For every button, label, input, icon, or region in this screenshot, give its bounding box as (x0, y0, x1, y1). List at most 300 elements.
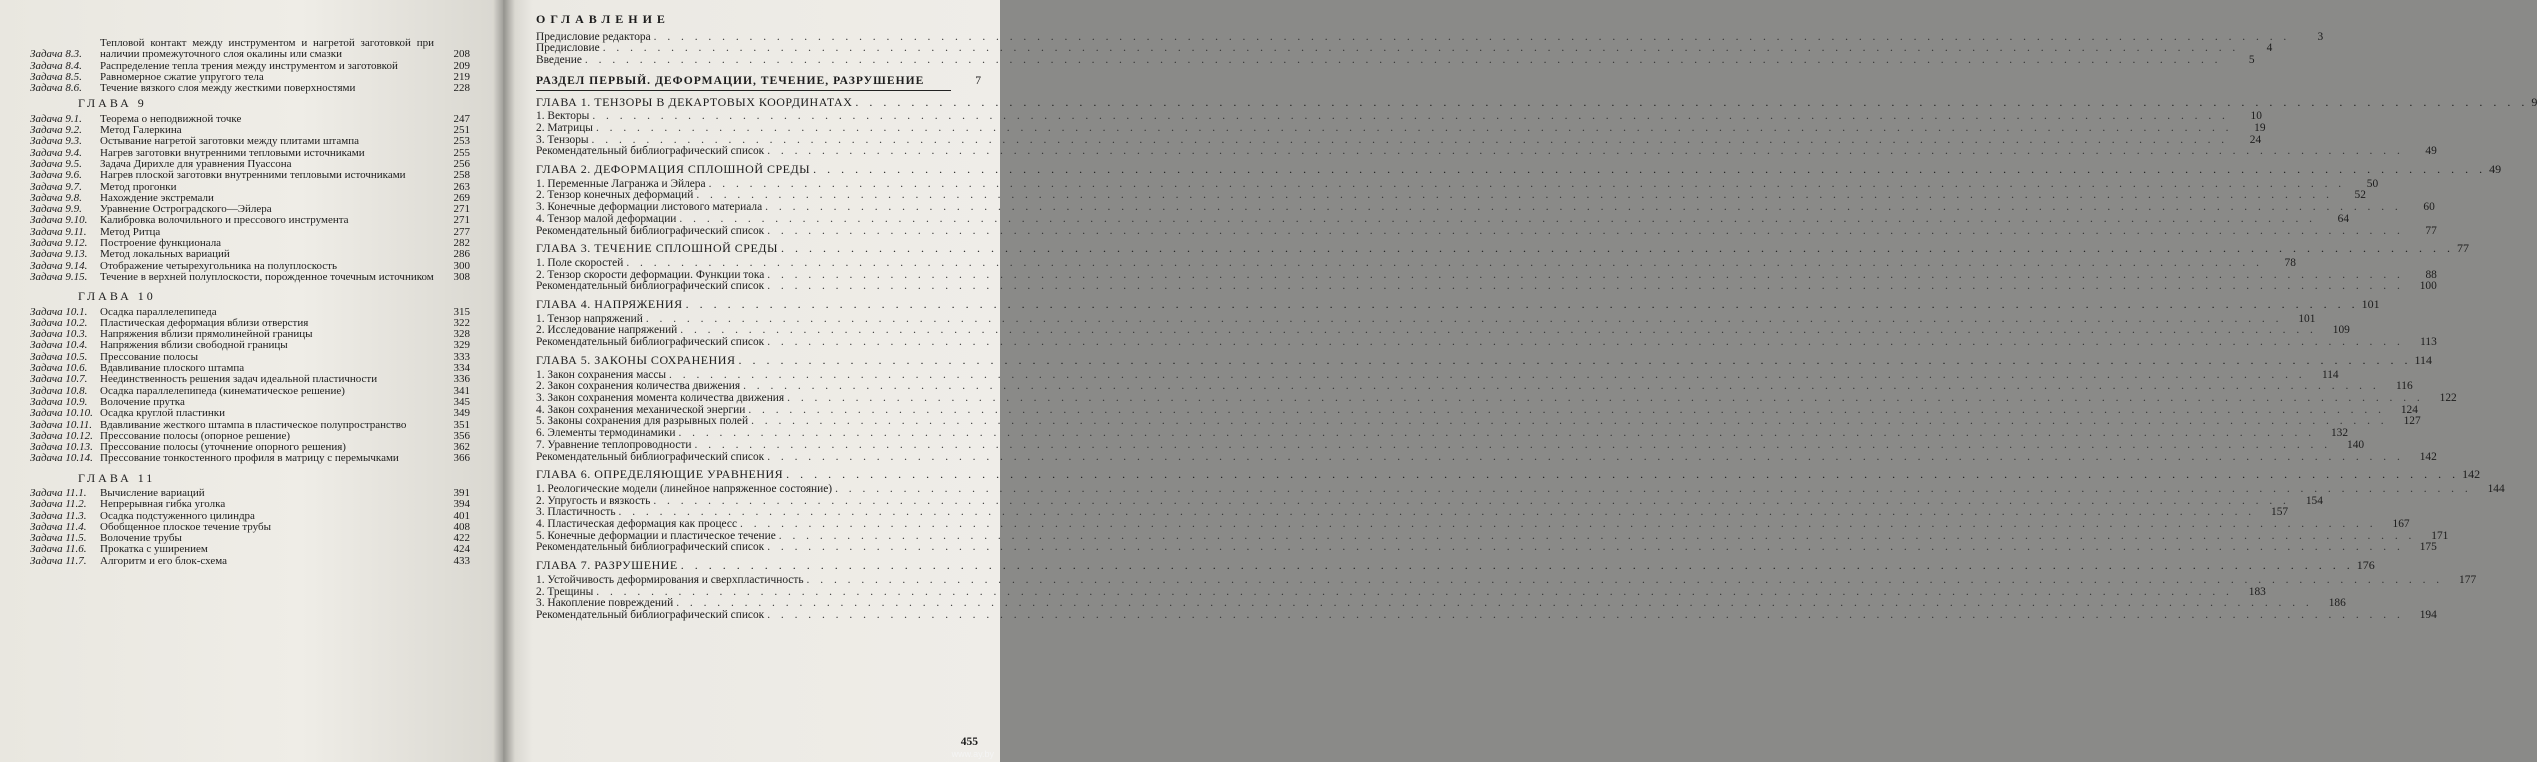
dot-leader: . . . . . . . . . . . . . . . . . . . . . . . . . . . . . . . . . . . . . . . . . . . . . . . . . . . . . . . . . . . . . . . . . . . . . . . . . . . . . . . . . . . . . . . . . . . . . . . . . . . . . . . . . . . . . . . . . . . . . . . . (767, 280, 2404, 293)
dot-leader: . . . . . . . . . . . . . . . . . . . . . . . . . . . . . . . . . . . . . . . . . . . . . . . . . . . . . . . . . . . . . . . . . . . . . . . . . . . . . . . . . . . . . . . . . . . . . . . . . . . . . . . . . . . . . . . . . . . . . . . . (748, 403, 2385, 416)
table-of-contents (536, 12, 2537, 622)
dot-leader: . . . . . . . . . . . . . . . . . . . . . . . . . . . . . . . . . . . . . . . . . . . . . . . . . . . . . . . . . . . . . . . . . . . . . . . . . . . . . . . . . . . . . . . . . . . . . . . . . . . . . . . . . . . . . . . . . . . . . . . . (765, 201, 2402, 214)
problem-number: Задача 10.5. (30, 350, 88, 363)
dot-leader: . . . . . . . . . . . . . . . . . . . . . . . . . . . . . . . . . . . . . . . . . . . . . . . . . . . . . . . . . . . . . . . . . . . . . . . . . . . . . . . . . . . . . . . . . . . . . . . . . . . . . . . . . . . . . . . . . . . . . . . . (676, 597, 2313, 610)
entry-title: 2. Тензор скорости деформации. Функции тока (536, 268, 765, 281)
problem-number: Задача 11.6. (30, 543, 87, 556)
problem-number: Задача 9.13. (30, 248, 88, 261)
dot-leader: . . . . . . . . . . . . . . . . . . . . . . . . . . . . . . . . . . . . . . . . . . . . . . . . . . . . . . . . . . . . . . . . . . . . . . . . . . . . . . . . . . . . . . . . . . . . . . . . . . . . . . . . . . . . . . . . . . . . . . . . (595, 121, 2233, 134)
entry-title: Рекомендательный библиографический список (536, 336, 765, 349)
problem-row (30, 114, 470, 125)
dot-leader: . . . . . . . . . . . . . . . . . . . . . . . . . . . . . . . . . . . . . . . . . . . . . . . . . . . . . . . . . . . . . . . . . . . . . . . . . . . . . . . . . . . . . . . . . . . . . . . . . . . . . . . . . . . . . . . . . . . . . . . . (767, 541, 2404, 554)
chapter-heading: ГЛАВА 11 (78, 470, 156, 485)
problem-number: Задача 9.2. (30, 124, 82, 137)
dot-leader: . . . . . . . . . . . . . . . . . . . . . . . . . . . . . . . . . . . . . . . . . . . . . . . . . . . . . . . . . . . . . . . . . . . . . . . . . . . . . . . . . . . . . . . . . . . . . . . . . . . . . . . . . . . . . . . . . . . . . . . . (653, 30, 2291, 43)
right-page (503, 0, 2537, 762)
entry-page: 154 (2305, 494, 2323, 507)
problem-page: 271 (453, 203, 470, 216)
problem-number: Задача 10.8. (30, 384, 88, 397)
problem-page: 271 (453, 214, 470, 227)
problem-list (30, 38, 470, 567)
toc-entry (536, 482, 2505, 496)
entry-page: 186 (2328, 597, 2346, 610)
entry-page: 144 (2487, 482, 2505, 495)
problem-page: 333 (453, 350, 470, 363)
dot-leader: . . . . . . . . . . . . . . . . . . . . . . . . . . . . . . . . . . . . . . . . . . . . . . . . . . . . . . . . . . . . . . . . . . . . . . . . . . . . . . . . . . . . . . . . . . . . . . . . . . . . . . . . . . . . . . . . . . . . . . . . (806, 573, 2444, 586)
entry-page: 175 (2419, 541, 2437, 554)
entry-title: 2. Упругость и вязкость (536, 494, 651, 507)
problem-page: 315 (453, 305, 470, 318)
problem-title: Тепловой контакт между инструментом и нагретой заготовкой при наличии промежуточного слоя окалины или смазки (100, 37, 434, 61)
toc-entry (536, 224, 2437, 238)
problem-number: Задача 11.2. (30, 498, 87, 511)
chapter-page: 176 (2356, 558, 2375, 573)
watermark: www.ay.by (951, 749, 994, 759)
problem-number: Задача 9.12. (30, 237, 88, 250)
entry-title: 1. Закон сохранения массы (536, 368, 667, 381)
problem-title: Прессование полосы (опорное решение) (100, 429, 290, 442)
problem-page: 282 (453, 237, 470, 250)
problem-page: 322 (453, 316, 470, 329)
problem-page: 422 (453, 532, 470, 545)
problem-row (30, 136, 470, 147)
dot-leader: . . . . . . . . . . . . . . . . . . . . . . . . . . . . . . . . . . . . . . . . . . . . . . . . . . . . . . . . . . . . . . . . . . . . . . . . . . . . . . . . . . . . . . . . . . . . . . . . . . . . . . . . . . . . . . . . . . . . . . . . (778, 529, 2416, 542)
chapter-heading (536, 241, 2469, 256)
problem-number: Задача 9.4. (30, 146, 82, 159)
problem-title: Построение функционала (100, 237, 222, 250)
problem-title: Вдавливание жесткого штампа в пластическое полупространство (100, 418, 407, 431)
toc-entry (536, 54, 2255, 67)
toc-entry (536, 541, 2437, 554)
entry-title: 1. Переменные Лагранжа и Эйлера (536, 177, 706, 190)
problem-page: 334 (453, 362, 470, 375)
problem-number: Задача 10.2. (30, 316, 88, 329)
entry-page: 113 (2420, 336, 2437, 349)
dot-leader: . . . . . . . . . . . . . . . . . . . . . . . . . . . . . . . . . . . . . . . . . . . . . . . . . . . . . . . . . . . . . . . . . . . . . . . . . . . . . . . . . . . . . . . . . . . . . . . . . . . . . . . . . . . . . . . . . . . . . . . . (708, 177, 2346, 190)
problem-page: 286 (453, 248, 470, 261)
problem-title: Остывание нагретой заготовки между плитами штампа (100, 135, 359, 148)
chapter-heading: ГЛАВА 9 (78, 96, 147, 111)
toc-entry (536, 212, 2350, 226)
dot-leader: . . . . . . . . . . . . . . . . . . . . . . . . . . . . . . . . . . . . . . . . . . . . . . . . . . . . . . . . . . . . . . . . . . . . . . . . . . . . . . . . . . . . . . . . . . . . . . . . . . . . . . . . . . . . . . . . . . . . . . . . (767, 608, 2404, 621)
problem-title: Волочение трубы (100, 532, 182, 545)
chapter-heading (536, 162, 2502, 177)
dot-leader: . . . . . . . . . . . . . . . . . . . . . . . . . . . . . . . . . . . . . . . . . . . . . . . . . . . . . . . . . . . . . . . . . . . . . . . . . . . . . . . . . . . . . . . . . . . . . . . . . . . . . . . . . . . . . . . . . . . . . . . . (855, 94, 2529, 109)
entry-title: 3. Накопление повреждений (536, 597, 674, 610)
entry-title: 4. Пластическая деформация как процесс (536, 518, 737, 531)
problem-page: 341 (453, 384, 470, 397)
problem-title: Прессование полосы (уточнение опорного решения) (100, 441, 346, 454)
problem-number: Задача 11.7. (30, 554, 87, 567)
problem-number: Задача 10.3. (30, 328, 88, 341)
dot-leader: . . . . . . . . . . . . . . . . . . . . . . . . . . . . . . . . . . . . . . . . . . . . . . . . . . . . . . . . . . . . . . . . . . . . . . . . . . . . . . . . . . . . . . . . . . . . . . . . . . . . . . . . . . . . . . . . . . . . . . . . (669, 368, 2306, 381)
problem-title: Алгоритм и его блок-схема (100, 554, 228, 567)
problem-page: 366 (453, 452, 470, 465)
dot-leader: . . . . . . . . . . . . . . . . . . . . . . . . . . . . . . . . . . . . . . . . . . . . . . . . . . . . . . . . . . . . . . . . . . . . . . . . . . . . . . . . . . . . . . . . . . . . . . . . . . . . . . . . . . . . . . . . . . . . . . . . (767, 224, 2404, 237)
problem-number: Задача 8.6. (30, 82, 82, 95)
problem-number: Задача 9.15. (30, 270, 88, 283)
entry-page: 177 (2459, 573, 2477, 586)
entry-title: 4. Тензор малой деформации (536, 212, 677, 225)
dot-leader: . . . . . . . . . . . . . . . . . . . . . . . . . . . . . . . . . . . . . . . . . . . . . . . . . . . . . . . . . . . . . . . . . . . . . . . . . . . . . . . . . . . . . . . . . . . . . . . . . . . . . . . . . . . . . . . . . . . . . . . . (740, 518, 2377, 531)
chapter-title: ГЛАВА 1. ТЕНЗОРЫ В ДЕКАРТОВЫХ КООРДИНАТАХ (536, 94, 853, 109)
problem-page: 256 (453, 157, 470, 170)
entry-page: 116 (2396, 380, 2413, 393)
problem-row (30, 272, 470, 283)
problem-number: Задача 10.12. (30, 429, 93, 442)
problem-row (30, 453, 470, 464)
problem-title: Нахождение экстремали (100, 191, 214, 204)
dot-leader: . . . . . . . . . . . . . . . . . . . . . . . . . . . . . . . . . . . . . . . . . . . . . . . . . . . . . . . . . . . . . . . . . . . . . . . . . . . . . . . . . . . . . . . . . . . . . . . . . . . . . . . . . . . . . . . . . . . . . . . . (584, 54, 2222, 67)
chapter-title: ГЛАВА 6. ОПРЕДЕЛЯЮЩИЕ УРАВНЕНИЯ (536, 467, 784, 482)
problem-title: Уравнение Остроградского—Эйлера (100, 203, 272, 216)
problem-number: Задача 9.8. (30, 191, 82, 204)
problem-page: 300 (453, 259, 470, 272)
problem-number: Задача 11.5. (30, 532, 87, 545)
entry-page: 142 (2419, 450, 2437, 463)
problem-number: Задача 8.5. (30, 70, 82, 83)
problem-number: Задача 10.7. (30, 373, 88, 386)
problem-page: 219 (453, 70, 470, 83)
toc-entry (536, 336, 2437, 349)
chapter-page: 142 (2462, 467, 2481, 482)
entry-title: 2. Матрицы (536, 121, 593, 134)
dot-leader: . . . . . . . . . . . . . . . . . . . . . . . . . . . . . . . . . . . . . . . . . . . . . . . . . . . . . . . . . . . . . . . . . . . . . . . . . . . . . . . . . . . . . . . . . . . . . . . . . . . . . . . . . . . . . . . . . . . . . . . . (679, 212, 2317, 225)
chapter-heading (536, 467, 2481, 482)
entry-title: Рекомендательный библиографический список (536, 280, 765, 293)
problem-row (30, 522, 470, 533)
dot-leader: . . . . . . . . . . . . . . . . . . . . . . . . . . . . . . . . . . . . . . . . . . . . . . . . . . . . . . . . . . . . . . . . . . . . . . . . . . . . . . . . . . . . . . . . . . . . . . . . . . . . . . . . . . . . . . . . . . . . . . . . (767, 336, 2404, 349)
entry-title: 2. Исследование напряжений (536, 324, 678, 337)
problem-number: Задача 10.6. (30, 362, 88, 375)
problem-number: Задача 10.10. (30, 407, 93, 420)
chapter-heading (536, 297, 2380, 312)
problem-title: Напряжения вблизи прямолинейной границы (100, 328, 313, 341)
entry-page: 132 (2330, 427, 2349, 440)
problem-title: Течение вязкого слоя между жесткими поверхностями (100, 82, 356, 95)
entry-page: 124 (2400, 403, 2418, 416)
entry-page: 10 (2250, 110, 2262, 123)
entry-title: 3. Пластичность (536, 506, 616, 519)
dot-leader: . . . . . . . . . . . . . . . . . . . . . . . . . . . . . . . . . . . . . . . . . . . . . . . . . . . . . . . . . . . . . . . . . . . . . . . . . . . . . . . . . . . . . . . . . . . . . . . . . . . . . . . . . . . . . . . . . . . . . . . . (696, 189, 2333, 202)
problem-page: 208 (453, 48, 470, 61)
dot-leader: . . . . . . . . . . . . . . . . . . . . . . . . . . . . . . . . . . . . . . . . . . . . . . . . . . . . . . . . . . . . . . . . . . . . . . . . . . . . . . . . . . . . . . . . . . . . . . . . . . . . . . . . . . . . . . . . . . . . . . . . (767, 145, 2404, 158)
entry-page: 157 (2271, 506, 2289, 519)
dot-leader: . . . . . . . . . . . . . . . . . . . . . . . . . . . . . . . . . . . . . . . . . . . . . . . . . . . . . . . . . . . . . . . . . . . . . . . . . . . . . . . . . . . . . . . . . . . . . . . . . . . . . . . . . . . . . . . . . . . . . . . . (787, 391, 2424, 404)
entry-page: 60 (2423, 201, 2435, 214)
entry-page: 127 (2403, 415, 2421, 428)
entry-title: 3. Тензоры (536, 133, 589, 146)
entry-title: 1. Векторы (536, 110, 590, 123)
problem-page: 433 (453, 554, 470, 567)
chapter-page: 77 (2456, 241, 2469, 256)
dot-leader: . . . . . . . . . . . . . . . . . . . . . . . . . . . . . . . . . . . . . . . . . . . . . . . . . . . . . . . . . . . . . . . . . . . . . . . . . . . . . . . . . . . . . . . . . . . . . . . . . . . . . . . . . . . . . . . . . . . . . . . . (596, 585, 2233, 598)
entry-title: Предисловие (536, 42, 600, 55)
entry-page: 64 (2337, 212, 2350, 225)
problem-page: 351 (453, 418, 470, 431)
part-rule (536, 90, 951, 91)
entry-page: 77 (2425, 224, 2437, 237)
entry-page: 78 (2284, 256, 2296, 269)
problem-title: Равномерное сжатие упругого тела (100, 70, 264, 83)
problem-page: 277 (453, 225, 470, 238)
problem-page: 269 (453, 191, 470, 204)
problem-row (30, 386, 470, 397)
dot-leader: . . . . . . . . . . . . . . . . . . . . . . . . . . . . . . . . . . . . . . . . . . . . . . . . . . . . . . . . . . . . . . . . . . . . . . . . . . . . . . . . . . . . . . . . . . . . . . . . . . . . . . . . . . . . . . . . . . . . . . . . (678, 427, 2316, 440)
problem-page: 336 (453, 373, 470, 386)
problem-page: 328 (453, 328, 470, 341)
problem-row (30, 533, 470, 544)
entry-title: 7. Уравнение теплопроводности (536, 438, 692, 451)
problem-row (30, 556, 470, 567)
entry-page: 24 (2249, 133, 2262, 146)
chapter-title: ГЛАВА 3. ТЕЧЕНИЕ СПЛОШНОЙ СРЕДЫ (536, 241, 778, 256)
problem-page: 329 (453, 339, 470, 352)
problem-title: Нагрев заготовки внутренними тепловыми источниками (100, 146, 365, 159)
problem-page: 345 (453, 395, 470, 408)
problem-title: Вдавливание плоского штампа (100, 362, 245, 375)
problem-row (30, 238, 470, 249)
problem-number: Задача 10.1. (30, 305, 88, 318)
entry-page: 88 (2425, 268, 2437, 281)
entry-page: 122 (2439, 391, 2457, 404)
dot-leader: . . . . . . . . . . . . . . . . . . . . . . . . . . . . . . . . . . . . . . . . . . . . . . . . . . . . . . . . . . . . . . . . . . . . . . . . . . . . . . . . . . . . . . . . . . . . . . . . . . . . . . . . . . . . . . . . . . . . . . . . (591, 133, 2229, 146)
problem-page: 408 (453, 520, 470, 533)
problem-title: Прокатка с уширением (100, 543, 208, 556)
problem-page: 401 (453, 509, 470, 522)
problem-title: Распределение тепла трения между инструментом и заготовкой (100, 59, 398, 72)
problem-number: Задача 10.4. (30, 339, 88, 352)
problem-row (30, 83, 470, 94)
problem-number: Задача 9.10. (30, 214, 88, 227)
entry-page: 140 (2347, 438, 2365, 451)
problem-row (30, 374, 470, 385)
problem-page: 228 (453, 82, 470, 95)
dot-leader: . . . . . . . . . . . . . . . . . . . . . . . . . . . . . . . . . . . . . . . . . . . . . . . . . . . . . . . . . . . . . . . . . . . . . . . . . . . . . . . . . . . . . . . . . . . . . . . . . . . . . . . . . . . . . . . . . . . . . . . . (780, 241, 2454, 256)
entry-page: 114 (2321, 368, 2339, 381)
entry-title: 1. Поле скоростей (536, 256, 624, 269)
entry-title: 1. Реологические модели (линейное напряженное состояние) (536, 482, 833, 495)
entry-title: 6. Элементы термодинамики (536, 427, 676, 440)
problem-number: Задача 9.1. (30, 112, 82, 125)
entry-title: Рекомендательный библиографический список (536, 541, 765, 554)
book-gutter (493, 0, 515, 762)
chapter-title: ГЛАВА 2. ДЕФОРМАЦИЯ СПЛОШНОЙ СРЕДЫ (536, 162, 811, 177)
problem-title: Осадка параллелепипеда (кинематическое решение) (100, 384, 345, 397)
problem-page: 255 (453, 146, 470, 159)
chapter-heading (536, 94, 2537, 109)
problem-number: Задача 9.9. (30, 203, 82, 216)
dot-leader: . . . . . . . . . . . . . . . . . . . . . . . . . . . . . . . . . . . . . . . . . . . . . . . . . . . . . . . . . . . . . . . . . . . . . . . . . . . . . . . . . . . . . . . . . . . . . . . . . . . . . . . . . . . . . . . . . . . . . . . . (592, 110, 2229, 123)
problem-number: Задача 9.6. (30, 169, 82, 182)
problem-number: Задача 10.11. (30, 418, 93, 431)
entry-page: 183 (2248, 585, 2266, 598)
problem-number: Задача 11.1. (30, 486, 87, 499)
problem-row (30, 170, 470, 181)
entry-page: 4 (2266, 42, 2273, 55)
problem-page: 253 (453, 135, 470, 148)
dot-leader: . . . . . . . . . . . . . . . . . . . . . . . . . . . . . . . . . . . . . . . . . . . . . . . . . . . . . . . . . . . . . . . . . . . . . . . . . . . . . . . . . . . . . . . . . . . . . . . . . . . . . . . . . . . . . . . . . . . . . . . . (653, 494, 2290, 507)
entry-title: 1. Устойчивость деформирования и сверхпластичность (536, 573, 804, 586)
entry-page: 100 (2419, 280, 2437, 293)
problem-page: 356 (453, 429, 470, 442)
dot-leader: . . . . . . . . . . . . . . . . . . . . . . . . . . . . . . . . . . . . . . . . . . . . . . . . . . . . . . . . . . . . . . . . . . . . . . . . . . . . . . . . . . . . . . . . . . . . . . . . . . . . . . . . . . . . . . . . . . . . . . . . (738, 352, 2412, 367)
problem-number: Задача 11.4. (30, 520, 87, 533)
entry-title: 3. Закон сохранения момента количества движения (536, 391, 785, 404)
entry-title: 3. Конечные деформации листового материала (536, 201, 763, 214)
problem-row (30, 488, 470, 499)
dot-leader: . . . . . . . . . . . . . . . . . . . . . . . . . . . . . . . . . . . . . . . . . . . . . . . . . . . . . . . . . . . . . . . . . . . . . . . . . . . . . . . . . . . . . . . . . . . . . . . . . . . . . . . . . . . . . . . . . . . . . . . . (694, 438, 2332, 451)
left-page (0, 0, 503, 762)
entry-page: 19 (2254, 121, 2266, 134)
dot-leader: . . . . . . . . . . . . . . . . . . . . . . . . . . . . . . . . . . . . . . . . . . . . . . . . . . . . . . . . . . . . . . . . . . . . . . . . . . . . . . . . . . . . . . . . . . . . . . . . . . . . . . . . . . . . . . . . . . . . . . . . (835, 482, 2472, 495)
chapter-heading: ГЛАВА 10 (78, 289, 156, 304)
problem-title: Метод прогонки (100, 180, 177, 193)
problem-title: Прессование тонкостенного профиля в матрицу с перемычками (100, 452, 399, 465)
dot-leader: . . . . . . . . . . . . . . . . . . . . . . . . . . . . . . . . . . . . . . . . . . . . . . . . . . . . . . . . . . . . . . . . . . . . . . . . . . . . . . . . . . . . . . . . . . . . . . . . . . . . . . . . . . . . . . . . . . . . . . . . (786, 467, 2460, 482)
problem-row (30, 227, 470, 238)
problem-title: Калибровка волочильного и прессового инструмента (100, 214, 349, 227)
problem-number: Задача 10.9. (30, 395, 88, 408)
entry-page: 50 (2366, 177, 2379, 190)
toc-entry (536, 145, 2437, 158)
toc-title: ОГЛАВЛЕНИЕ (536, 12, 670, 26)
problem-title: Напряжения вблизи свободной границы (100, 339, 288, 352)
toc-entry (536, 573, 2477, 587)
dot-leader: . . . . . . . . . . . . . . . . . . . . . . . . . . . . . . . . . . . . . . . . . . . . . . . . . . . . . . . . . . . . . . . . . . . . . . . . . . . . . . . . . . . . . . . . . . . . . . . . . . . . . . . . . . . . . . . . . . . . . . . . (751, 415, 2388, 428)
problem-title: Метод Галеркина (100, 124, 182, 137)
entry-title: 5. Законы сохранения для разрывных полей (536, 415, 749, 428)
problem-number: Задача 9.14. (30, 259, 88, 272)
entry-page: 171 (2431, 529, 2449, 542)
chapter-page: 49 (2489, 162, 2502, 177)
problem-title: Течение в верхней полуплоскости, порожденное точечным источником (100, 270, 434, 283)
dot-leader: . . . . . . . . . . . . . . . . . . . . . . . . . . . . . . . . . . . . . . . . . . . . . . . . . . . . . . . . . . . . . . . . . . . . . . . . . . . . . . . . . . . . . . . . . . . . . . . . . . . . . . . . . . . . . . . . . . . . . . . . (685, 297, 2359, 312)
chapter-title: ГЛАВА 7. РАЗРУШЕНИЕ (536, 558, 678, 573)
toc-entry (536, 518, 2410, 531)
problem-title: Нагрев плоской заготовки внутренними тепловыми источниками (100, 169, 406, 182)
entry-title: 5. Конечные деформации и пластическое течение (536, 529, 776, 542)
problem-title: Метод локальных вариаций (100, 248, 230, 261)
dot-leader: . . . . . . . . . . . . . . . . . . . . . . . . . . . . . . . . . . . . . . . . . . . . . . . . . . . . . . . . . . . . . . . . . . . . . . . . . . . . . . . . . . . . . . . . . . . . . . . . . . . . . . . . . . . . . . . . . . . . . . . . (680, 558, 2354, 573)
entry-title: 2. Трещины (536, 585, 594, 598)
problem-title: Осадка подстуженного цилиндра (100, 509, 255, 522)
problem-page: 263 (453, 180, 470, 193)
problem-row (30, 544, 470, 555)
toc-entry (536, 438, 2365, 452)
entry-title: Рекомендательный библиографический список (536, 450, 765, 463)
page-number: 455 (960, 736, 978, 748)
chapter-title: ГЛАВА 4. НАПРЯЖЕНИЯ (536, 297, 683, 312)
part-title: РАЗДЕЛ ПЕРВЫЙ. ДЕФОРМАЦИИ, ТЕЧЕНИЕ, РАЗРУШЕНИЕ (536, 73, 925, 87)
problem-page: 209 (453, 59, 470, 72)
entry-title: Рекомендательный библиографический список (536, 608, 765, 621)
dot-leader: . . . . . . . . . . . . . . . . . . . . . . . . . . . . . . . . . . . . . . . . . . . . . . . . . . . . . . . . . . . . . . . . . . . . . . . . . . . . . . . . . . . . . . . . . . . . . . . . . . . . . . . . . . . . . . . . . . . . . . . . (618, 506, 2256, 519)
entry-page: 101 (2298, 312, 2316, 325)
dot-leader: . . . . . . . . . . . . . . . . . . . . . . . . . . . . . . . . . . . . . . . . . . . . . . . . . . . . . . . . . . . . . . . . . . . . . . . . . . . . . . . . . . . . . . . . . . . . . . . . . . . . . . . . . . . . . . . . . . . . . . . . (680, 324, 2317, 337)
problem-title: Отображение четырехугольника на полуплоскость (100, 259, 337, 272)
problem-page: 391 (453, 486, 470, 499)
entry-title: 1. Тензор напряжений (536, 312, 643, 325)
entry-page: 52 (2354, 189, 2366, 202)
problem-title: Осадка круглой пластинки (100, 407, 225, 420)
toc-entry (536, 256, 2296, 270)
problem-page: 247 (453, 112, 470, 125)
entry-title: Предисловие редактора (536, 30, 651, 43)
problem-title: Теорема о неподвижной точке (100, 112, 242, 125)
entry-title: 4. Закон сохранения механической энергии (536, 403, 746, 416)
problem-title: Непрерывная гибка уголка (100, 498, 226, 511)
dot-leader: . . . . . . . . . . . . . . . . . . . . . . . . . . . . . . . . . . . . . . . . . . . . . . . . . . . . . . . . . . . . . . . . . . . . . . . . . . . . . . . . . . . . . . . . . . . . . . . . . . . . . . . . . . . . . . . . . . . . . . . . (813, 162, 2487, 177)
problem-title: Задача Дирихле для уравнения Пуассона (100, 157, 292, 170)
problem-title: Неединственность решения задач идеальной пластичности (100, 373, 378, 386)
chapter-heading (536, 352, 2433, 367)
problem-page: 394 (453, 498, 470, 511)
chapter-page: 114 (2414, 352, 2433, 367)
toc-entry (536, 280, 2437, 293)
part-page: 7 (975, 73, 981, 87)
problem-row (30, 499, 470, 510)
chapter-title: ГЛАВА 5. ЗАКОНЫ СОХРАНЕНИЯ (536, 352, 736, 367)
problem-row (30, 397, 470, 408)
problem-row (30, 408, 470, 419)
chapter-page: 101 (2361, 297, 2380, 312)
problem-title: Прессование полосы (100, 350, 198, 363)
problem-number: Задача 8.4. (30, 59, 82, 72)
dot-leader: . . . . . . . . . . . . . . . . . . . . . . . . . . . . . . . . . . . . . . . . . . . . . . . . . . . . . . . . . . . . . . . . . . . . . . . . . . . . . . . . . . . . . . . . . . . . . . . . . . . . . . . . . . . . . . . . . . . . . . . . (602, 42, 2240, 55)
problem-number: Задача 11.3. (30, 509, 87, 522)
entry-title: 2. Закон сохранения количества движения (536, 380, 741, 393)
problem-number: Задача 10.14. (30, 452, 93, 465)
dot-leader: . . . . . . . . . . . . . . . . . . . . . . . . . . . . . . . . . . . . . . . . . . . . . . . . . . . . . . . . . . . . . . . . . . . . . . . . . . . . . . . . . . . . . . . . . . . . . . . . . . . . . . . . . . . . . . . . . . . . . . . . (767, 268, 2404, 281)
entry-page: 194 (2419, 608, 2437, 621)
problem-row (30, 182, 470, 193)
entry-page: 109 (2332, 324, 2350, 337)
entry-title: Рекомендательный библиографический список (536, 145, 765, 158)
problem-row (30, 38, 470, 61)
part-heading (536, 75, 981, 88)
problem-page: 258 (453, 169, 470, 182)
problem-row (30, 215, 470, 226)
problem-title: Волочение прутка (100, 395, 185, 408)
problem-row (30, 340, 470, 351)
problem-row (30, 249, 470, 260)
problem-title: Метод Ритца (100, 225, 161, 238)
problem-title: Пластическая деформация вблизи отверстия (100, 316, 309, 329)
dot-leader: . . . . . . . . . . . . . . . . . . . . . . . . . . . . . . . . . . . . . . . . . . . . . . . . . . . . . . . . . . . . . . . . . . . . . . . . . . . . . . . . . . . . . . . . . . . . . . . . . . . . . . . . . . . . . . . . . . . . . . . . (743, 380, 2380, 393)
entry-title: Введение (536, 54, 582, 67)
problem-number: Задача 8.3. (30, 48, 82, 61)
problem-title: Обобщенное плоское течение трубы (100, 520, 271, 533)
problem-page: 251 (453, 124, 470, 137)
entry-page: 3 (2317, 30, 2324, 43)
problem-page: 424 (453, 543, 470, 556)
problem-number: Задача 10.13. (30, 441, 93, 454)
problem-number: Задача 9.3. (30, 135, 82, 148)
problem-title: Осадка параллелепипеда (100, 305, 217, 318)
dot-leader: . . . . . . . . . . . . . . . . . . . . . . . . . . . . . . . . . . . . . . . . . . . . . . . . . . . . . . . . . . . . . . . . . . . . . . . . . . . . . . . . . . . . . . . . . . . . . . . . . . . . . . . . . . . . . . . . . . . . . . . . (767, 450, 2404, 463)
entry-title: Рекомендательный библиографический список (536, 224, 765, 237)
chapter-heading (536, 558, 2375, 573)
problem-number: Задача 9.7. (30, 180, 82, 193)
problem-row (30, 352, 470, 363)
entry-page: 49 (2425, 145, 2437, 158)
problem-number: Задача 9.5. (30, 157, 82, 170)
entry-page: 5 (2248, 54, 2255, 67)
chapter-page: 9 (2531, 94, 2537, 109)
toc-entry (536, 450, 2437, 464)
problem-number: Задача 9.11. (30, 225, 87, 238)
